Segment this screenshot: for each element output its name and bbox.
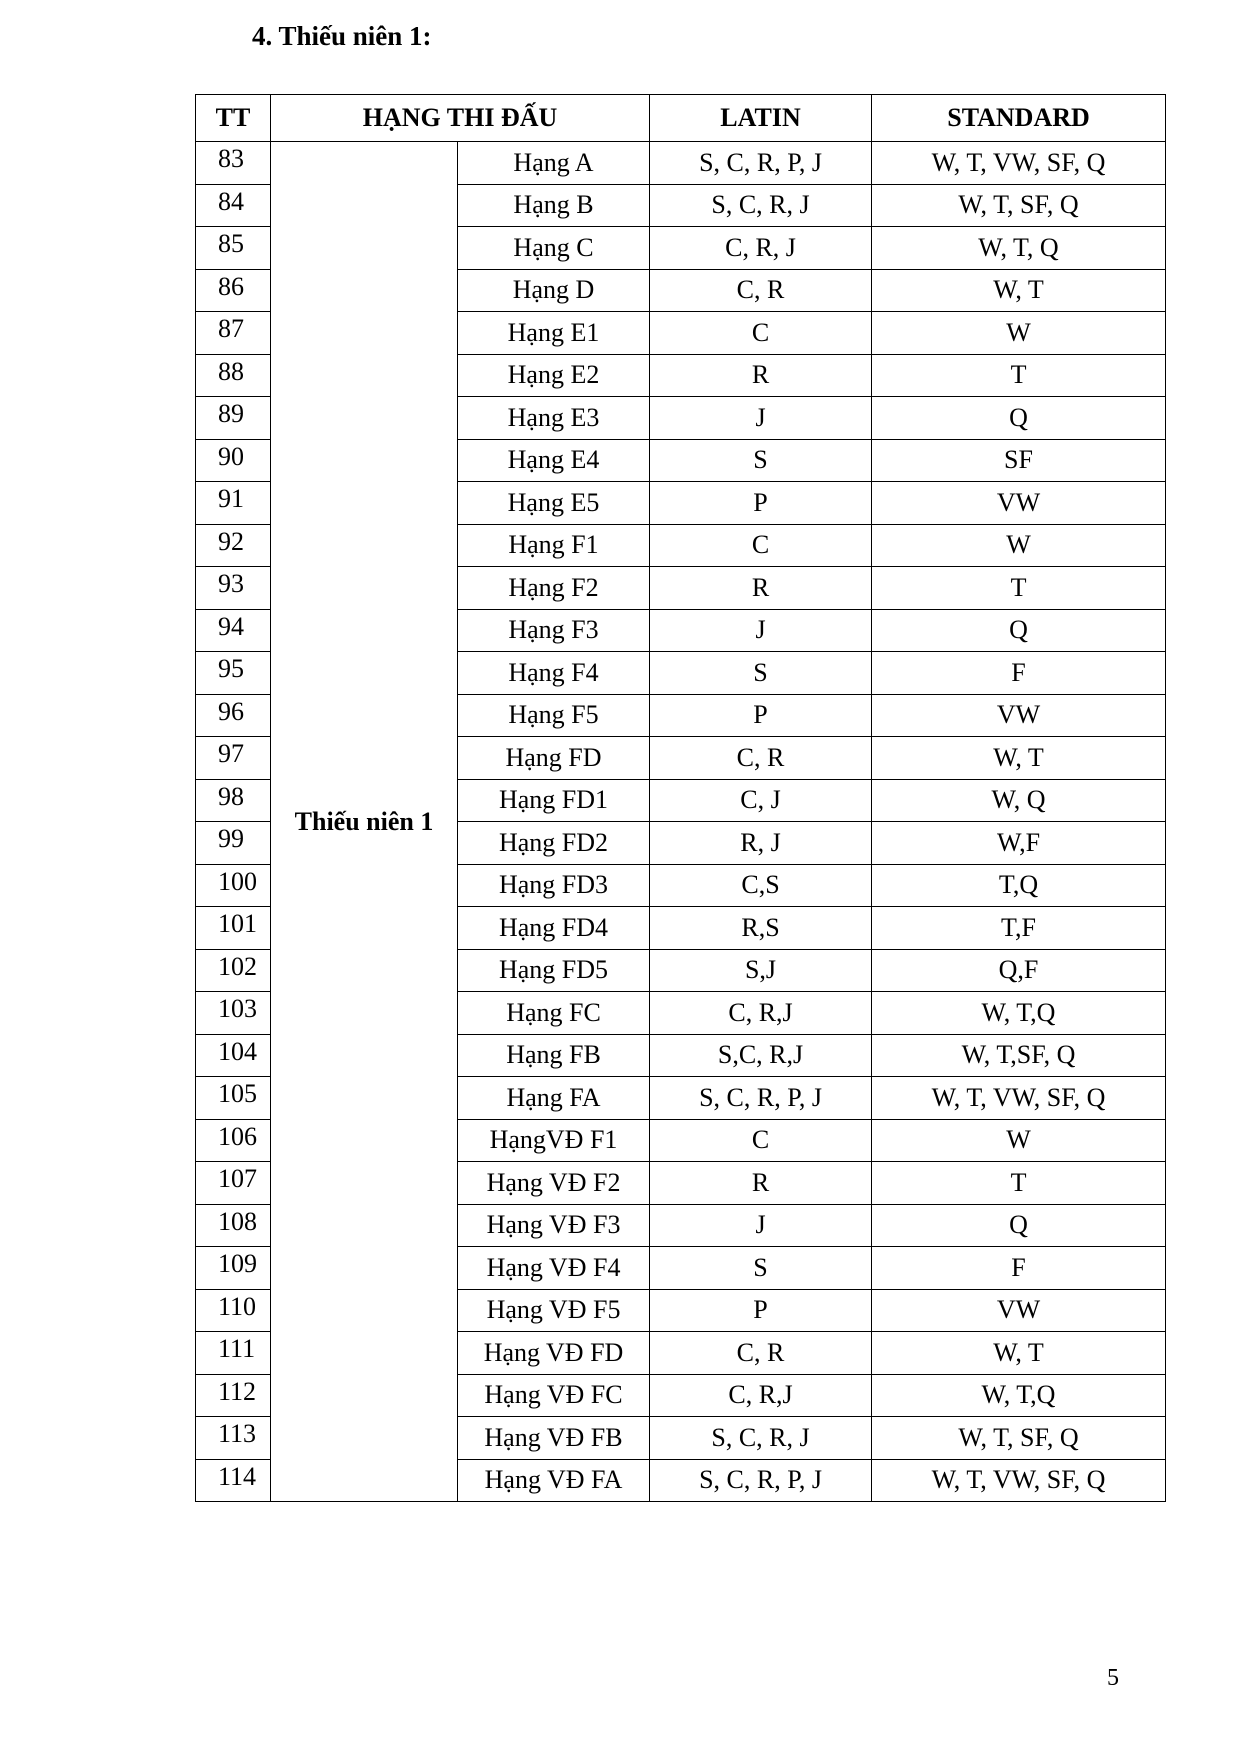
row-grade: Hạng A xyxy=(458,142,650,185)
row-latin: C,S xyxy=(650,864,872,907)
row-latin: S xyxy=(650,439,872,482)
row-latin: C xyxy=(650,1119,872,1162)
row-tt: 109 xyxy=(196,1247,271,1290)
row-standard: Q xyxy=(872,1204,1166,1247)
row-standard: W, T, Q xyxy=(872,227,1166,270)
row-grade: Hạng FB xyxy=(458,1034,650,1077)
row-grade: Hạng FD2 xyxy=(458,822,650,865)
row-grade: Hạng F5 xyxy=(458,694,650,737)
grade-table xyxy=(195,94,1166,1502)
row-grade: Hạng C xyxy=(458,227,650,270)
table-row xyxy=(196,142,1166,185)
row-standard: W, T, VW, SF, Q xyxy=(872,142,1166,185)
row-tt: 91 xyxy=(196,482,271,525)
row-grade: Hạng FD3 xyxy=(458,864,650,907)
row-standard: T xyxy=(872,354,1166,397)
row-tt: 99 xyxy=(196,822,271,865)
row-tt: 95 xyxy=(196,652,271,695)
row-latin: C, J xyxy=(650,779,872,822)
row-grade: Hạng FD4 xyxy=(458,907,650,950)
row-grade: Hạng E3 xyxy=(458,397,650,440)
row-latin: R xyxy=(650,1162,872,1205)
row-latin: C, R xyxy=(650,1332,872,1375)
row-latin: C xyxy=(650,524,872,567)
row-standard: W, T xyxy=(872,737,1166,780)
row-latin: R xyxy=(650,567,872,610)
row-standard: W, T, SF, Q xyxy=(872,1417,1166,1460)
row-grade: Hạng FD1 xyxy=(458,779,650,822)
header-standard: STANDARD xyxy=(872,95,1166,142)
row-standard: W xyxy=(872,312,1166,355)
row-latin: S, C, R, P, J xyxy=(650,1077,872,1120)
row-latin: S, C, R, J xyxy=(650,1417,872,1460)
row-standard: T xyxy=(872,567,1166,610)
row-latin: C, R,J xyxy=(650,1374,872,1417)
page-number: 5 xyxy=(1107,1665,1119,1691)
row-tt: 97 xyxy=(196,737,271,780)
row-standard: Q xyxy=(872,397,1166,440)
row-tt: 111 xyxy=(196,1332,271,1375)
row-standard: W, T xyxy=(872,1332,1166,1375)
row-latin: R xyxy=(650,354,872,397)
row-standard: Q xyxy=(872,609,1166,652)
row-tt: 103 xyxy=(196,992,271,1035)
row-latin: S, C, R, P, J xyxy=(650,142,872,185)
row-tt: 86 xyxy=(196,269,271,312)
row-grade: Hạng E2 xyxy=(458,354,650,397)
row-tt: 106 xyxy=(196,1119,271,1162)
row-standard: W, T, VW, SF, Q xyxy=(872,1077,1166,1120)
row-standard: W, T, SF, Q xyxy=(872,184,1166,227)
row-grade: Hạng FA xyxy=(458,1077,650,1120)
row-grade: Hạng E4 xyxy=(458,439,650,482)
row-latin: R,S xyxy=(650,907,872,950)
row-tt: 101 xyxy=(196,907,271,950)
row-latin: S,C, R,J xyxy=(650,1034,872,1077)
row-grade: Hạng F2 xyxy=(458,567,650,610)
row-standard: T xyxy=(872,1162,1166,1205)
row-tt: 112 xyxy=(196,1374,271,1417)
row-grade: Hạng VĐ FD xyxy=(458,1332,650,1375)
row-grade: Hạng FD xyxy=(458,737,650,780)
row-latin: S xyxy=(650,652,872,695)
row-grade: Hạng D xyxy=(458,269,650,312)
row-latin: C xyxy=(650,312,872,355)
row-tt: 100 xyxy=(196,864,271,907)
row-tt: 85 xyxy=(196,227,271,270)
age-group-cell: Thiếu niên 1 xyxy=(271,142,458,1502)
row-grade: HạngVĐ F1 xyxy=(458,1119,650,1162)
row-standard: W, T,Q xyxy=(872,1374,1166,1417)
row-standard: SF xyxy=(872,439,1166,482)
row-tt: 84 xyxy=(196,184,271,227)
row-latin: P xyxy=(650,694,872,737)
row-latin: S xyxy=(650,1247,872,1290)
row-standard: W, T, VW, SF, Q xyxy=(872,1459,1166,1502)
row-tt: 94 xyxy=(196,609,271,652)
row-standard: T,F xyxy=(872,907,1166,950)
row-latin: J xyxy=(650,1204,872,1247)
row-standard: W,F xyxy=(872,822,1166,865)
row-tt: 108 xyxy=(196,1204,271,1247)
row-grade: Hạng B xyxy=(458,184,650,227)
row-tt: 113 xyxy=(196,1417,271,1460)
row-tt: 107 xyxy=(196,1162,271,1205)
row-latin: C, R, J xyxy=(650,227,872,270)
row-tt: 110 xyxy=(196,1289,271,1332)
row-standard: W, Q xyxy=(872,779,1166,822)
row-standard: VW xyxy=(872,1289,1166,1332)
row-grade: Hạng VĐ FC xyxy=(458,1374,650,1417)
row-tt: 89 xyxy=(196,397,271,440)
row-latin: C, R xyxy=(650,269,872,312)
row-standard: W, T,Q xyxy=(872,992,1166,1035)
row-grade: Hạng E1 xyxy=(458,312,650,355)
row-latin: P xyxy=(650,482,872,525)
row-grade: Hạng F1 xyxy=(458,524,650,567)
row-grade: Hạng F3 xyxy=(458,609,650,652)
table-body xyxy=(196,142,1166,1502)
row-grade: Hạng FD5 xyxy=(458,949,650,992)
row-standard: W, T xyxy=(872,269,1166,312)
row-standard: VW xyxy=(872,482,1166,525)
row-tt: 90 xyxy=(196,439,271,482)
row-tt: 105 xyxy=(196,1077,271,1120)
row-latin: C, R,J xyxy=(650,992,872,1035)
row-standard: F xyxy=(872,652,1166,695)
row-grade: Hạng VĐ FA xyxy=(458,1459,650,1502)
row-latin: S,J xyxy=(650,949,872,992)
row-standard: W xyxy=(872,524,1166,567)
row-grade: Hạng VĐ F3 xyxy=(458,1204,650,1247)
row-tt: 83 xyxy=(196,142,271,185)
row-standard: W xyxy=(872,1119,1166,1162)
row-tt: 102 xyxy=(196,949,271,992)
row-grade: Hạng VĐ F2 xyxy=(458,1162,650,1205)
row-tt: 104 xyxy=(196,1034,271,1077)
table-header-row xyxy=(196,95,1166,142)
row-tt: 93 xyxy=(196,567,271,610)
row-standard: T,Q xyxy=(872,864,1166,907)
header-grade: HẠNG THI ĐẤU xyxy=(271,95,650,142)
row-tt: 87 xyxy=(196,312,271,355)
row-standard: W, T,SF, Q xyxy=(872,1034,1166,1077)
row-tt: 114 xyxy=(196,1459,271,1502)
row-latin: J xyxy=(650,397,872,440)
row-grade: Hạng E5 xyxy=(458,482,650,525)
row-tt: 96 xyxy=(196,694,271,737)
row-latin: J xyxy=(650,609,872,652)
row-tt: 92 xyxy=(196,524,271,567)
row-latin: P xyxy=(650,1289,872,1332)
header-tt: TT xyxy=(196,95,271,142)
row-latin: C, R xyxy=(650,737,872,780)
row-latin: S, C, R, P, J xyxy=(650,1459,872,1502)
row-grade: Hạng VĐ F5 xyxy=(458,1289,650,1332)
row-standard: VW xyxy=(872,694,1166,737)
row-standard: Q,F xyxy=(872,949,1166,992)
row-tt: 88 xyxy=(196,354,271,397)
row-grade: Hạng VĐ FB xyxy=(458,1417,650,1460)
header-latin: LATIN xyxy=(650,95,872,142)
row-grade: Hạng VĐ F4 xyxy=(458,1247,650,1290)
section-heading: 4. Thiếu niên 1: xyxy=(252,21,432,51)
row-grade: Hạng FC xyxy=(458,992,650,1035)
row-grade: Hạng F4 xyxy=(458,652,650,695)
row-tt: 98 xyxy=(196,779,271,822)
row-standard: F xyxy=(872,1247,1166,1290)
row-latin: R, J xyxy=(650,822,872,865)
row-latin: S, C, R, J xyxy=(650,184,872,227)
